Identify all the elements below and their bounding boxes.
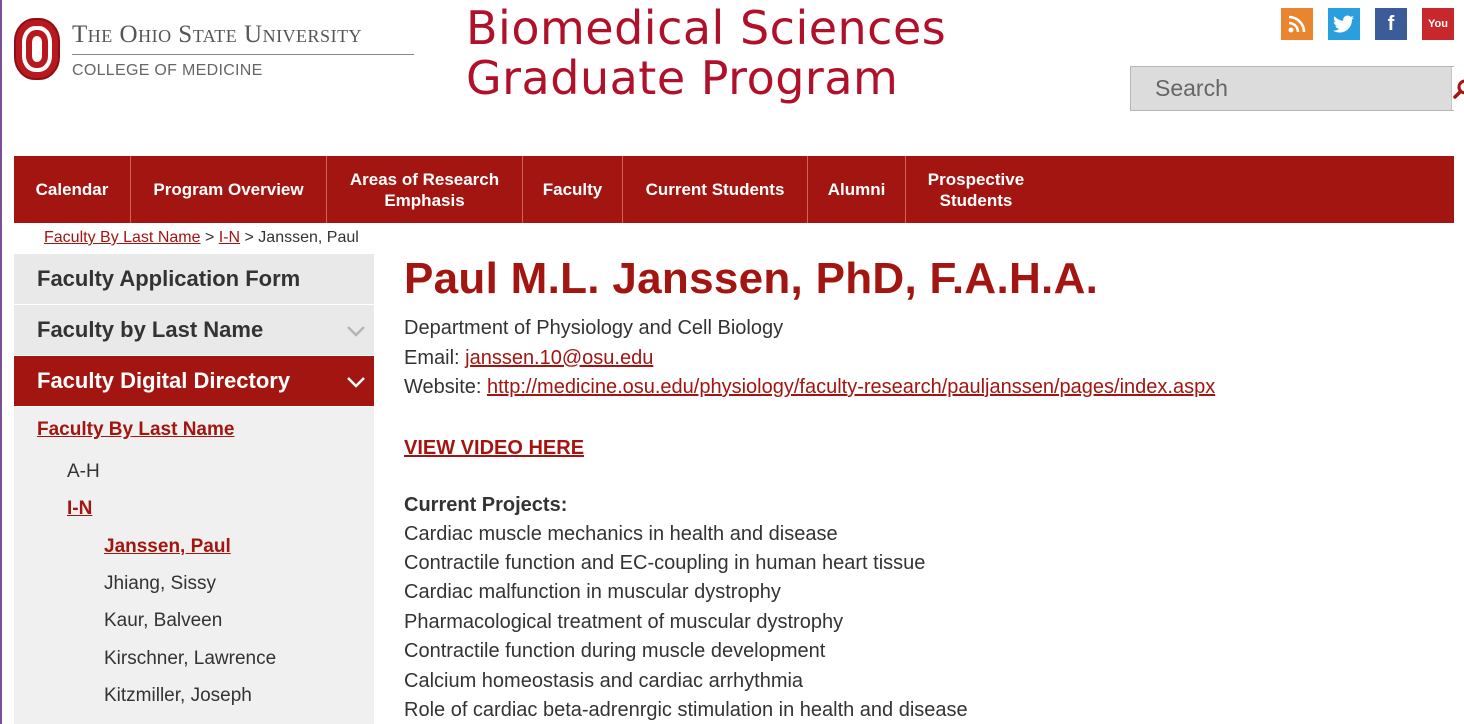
osu-brand[interactable]: [14, 18, 414, 80]
project-item: Contractile function and EC-coupling in human heart tissue: [404, 551, 926, 574]
website-label: Website:: [404, 376, 487, 398]
view-video-link[interactable]: VIEW VIDEO HERE: [404, 436, 585, 459]
sidebar: [14, 254, 374, 724]
program-title-line-1: Biomedical Sciences: [466, 1, 947, 55]
sidebar-person-kirschner[interactable]: Kirschner, Lawrence: [104, 648, 277, 669]
sidebar-item-by-last-name[interactable]: [14, 305, 374, 356]
nav-prospective-students[interactable]: Prospective Students: [927, 169, 1025, 210]
projects-list: [404, 520, 1454, 724]
email-label: Email:: [404, 346, 466, 369]
twitter-icon[interactable]: [1328, 8, 1360, 40]
nav-areas-of-research[interactable]: Areas of Research Emphasis: [327, 156, 523, 223]
project-item: Calcium homeostasis and cardiac arrhythmia: [404, 669, 804, 692]
sidebar-person-kaur[interactable]: Kaur, Balveen: [104, 610, 223, 631]
program-title-line-2: Graduate Program: [466, 51, 899, 105]
page-left-border: [0, 0, 2, 724]
main-nav: [14, 156, 1454, 223]
facebook-glyph: f: [1387, 12, 1395, 35]
social-links: [1281, 8, 1454, 40]
block-o-logo: [14, 18, 60, 80]
nav-program-overview[interactable]: Program Overview: [131, 156, 327, 223]
nav-calendar[interactable]: Calendar: [14, 156, 131, 223]
project-item: Cardiac malfunction in muscular dystrophy: [404, 581, 781, 604]
breadcrumb-current: Janssen, Paul: [258, 229, 359, 246]
search-input[interactable]: [1131, 67, 1451, 110]
facebook-icon[interactable]: [1375, 8, 1407, 40]
sidebar-item-digital-directory[interactable]: [14, 356, 374, 407]
sidebar-person-jhiang[interactable]: Jhiang, Sissy: [104, 573, 216, 594]
sidebar-item-label: Faculty by Last Name: [37, 317, 264, 342]
breadcrumb-separator: >: [200, 229, 219, 246]
contact-info: [404, 314, 1454, 403]
rss-icon[interactable]: [1281, 8, 1313, 40]
youtube-icon[interactable]: [1422, 8, 1454, 40]
website-link[interactable]: http://medicine.osu.edu/physiology/faculty-research/pauljanssen/pages/index.aspx: [487, 376, 1216, 398]
search-icon: [1452, 78, 1464, 100]
project-item: Pharmacological treatment of muscular dystrophy: [404, 610, 844, 633]
program-title[interactable]: [466, 3, 946, 103]
sidebar-item-application-form[interactable]: [14, 254, 374, 305]
breadcrumb-i-n[interactable]: I-N: [218, 229, 241, 246]
breadcrumb-separator: >: [240, 229, 259, 246]
website-line: [404, 373, 1454, 403]
project-item: Role of cardiac beta-adrenrgic stimulation in health and disease: [404, 698, 968, 721]
breadcrumb: [44, 229, 359, 247]
breadcrumb-faculty-by-last-name[interactable]: Faculty By Last Name: [44, 229, 201, 246]
sidebar-person-kitzmiller[interactable]: Kitzmiller, Joseph: [104, 685, 252, 706]
sidebar-item-label: Faculty Digital Directory: [37, 368, 291, 393]
projects-heading: Current Projects:: [404, 493, 568, 516]
university-name: The Ohio State University: [72, 21, 414, 55]
nav-faculty[interactable]: Faculty: [523, 156, 623, 223]
sidebar-group-i-n[interactable]: I-N: [67, 498, 93, 519]
college-name: COLLEGE OF MEDICINE: [72, 62, 263, 79]
nav-current-students[interactable]: Current Students: [623, 156, 808, 223]
nav-alumni[interactable]: Alumni: [808, 156, 906, 223]
email-link[interactable]: janssen.10@osu.edu: [465, 346, 654, 369]
project-item: Contractile function during muscle development: [404, 640, 826, 663]
chevron-down-icon[interactable]: [346, 368, 366, 394]
project-item: Cardiac muscle mechanics in health and disease: [404, 522, 838, 545]
search-button[interactable]: [1451, 67, 1464, 110]
chevron-down-icon[interactable]: [346, 317, 366, 343]
sidebar-group-a-h[interactable]: A-H: [67, 461, 100, 482]
department: Department of Physiology and Cell Biology: [404, 317, 784, 339]
search-box: [1130, 66, 1454, 111]
page-title: Paul M.L. Janssen, PhD, F.A.H.A.: [404, 254, 1099, 303]
email-line: [404, 344, 1454, 374]
youtube-glyph: You: [1428, 18, 1448, 30]
sidebar-person-janssen[interactable]: Janssen, Paul: [104, 536, 231, 557]
sidebar-item-label: Faculty Application Form: [37, 266, 301, 291]
main-content: [404, 254, 1454, 724]
sidebar-sub-heading[interactable]: Faculty By Last Name: [37, 419, 235, 440]
